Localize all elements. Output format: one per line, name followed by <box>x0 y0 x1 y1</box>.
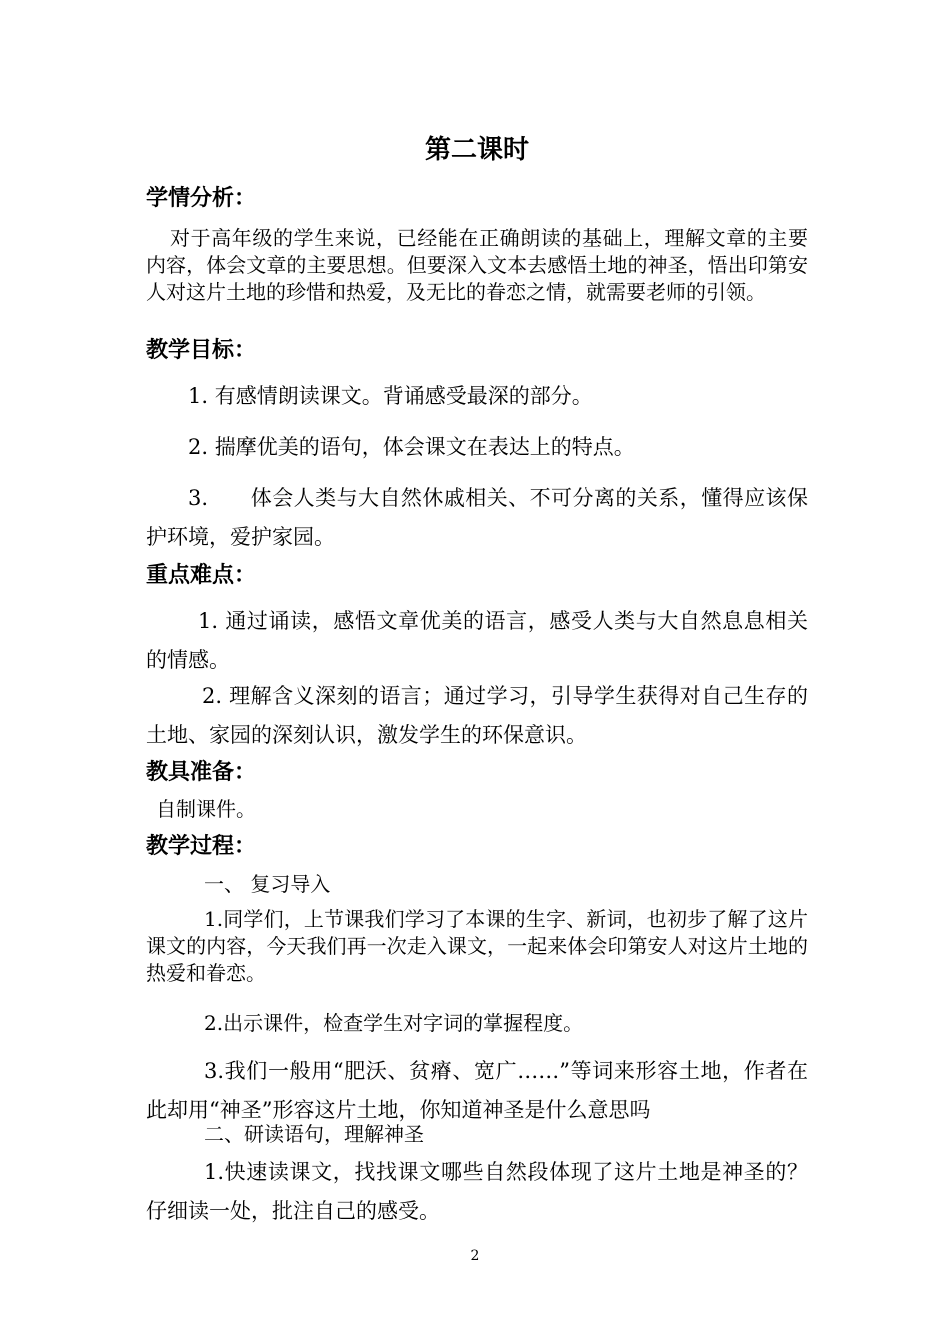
heading-analysis: 学情分析： <box>146 186 257 211</box>
process-step1-item-2: 2.出示课件，检查学生对字词的掌握程度。 <box>204 1011 584 1035</box>
key-point-item-1: 1. 通过诵读，感悟文章优美的语言，感受人类与大自然息息相关的情感。 <box>146 609 808 672</box>
heading-key-points: 重点难点： <box>146 563 257 588</box>
page-number: 2 <box>470 1248 480 1264</box>
page-title: 第二课时 <box>424 135 529 165</box>
analysis-paragraph: 对于高年级的学生来说，已经能在正确朗读的基础上，理解文章的主要内容，体会文章的主要思想。但要深入文本去感悟土地的神圣，悟出印第安人对这片土地的珍惜和热爱，及无比的眷恋之情，就需要老师的引领。 <box>146 226 808 304</box>
process-step1-item-1: 1.同学们，上节课我们学习了本课的生字、新词，也初步了解了这片课文的内容，今天我们再一次走入课文，一起来体会印第安人对这片土地的热爱和眷恋。 <box>146 907 808 985</box>
heading-process: 教学过程： <box>146 834 257 859</box>
process-step2-title: 二、研读语句，理解神圣 <box>204 1122 424 1146</box>
objective-item-2: 2. 揣摩优美的语句，体会课文在表达上的特点。 <box>188 435 635 459</box>
heading-materials: 教具准备： <box>146 760 257 785</box>
process-step2-item-1: 1.快速读课文，找找课文哪些自然段体现了这片土地是神圣的？仔细读一处，批注自己的感受。 <box>146 1160 808 1223</box>
objective-item-3: 3. 体会人类与大自然休戚相关、不可分离的关系，懂得应该保护环境，爱护家园。 <box>146 486 808 549</box>
process-step1-title: 一、 复习导入 <box>204 872 331 896</box>
objective-item-1: 1. 有感情朗读课文。背诵感受最深的部分。 <box>188 384 593 408</box>
materials-text: 自制课件。 <box>156 797 256 821</box>
process-step1-item-3: 3.我们一般用“肥沃、贫瘠、宽广……”等词来形容土地，作者在此却用“神圣”形容这片土地，你知道神圣是什么意思吗 <box>146 1059 808 1122</box>
key-point-item-2: 2. 理解含义深刻的语言；通过学习，引导学生获得对自己生存的土地、家园的深刻认识，激发学生的环保意识。 <box>146 684 808 747</box>
heading-objectives: 教学目标： <box>146 338 257 363</box>
